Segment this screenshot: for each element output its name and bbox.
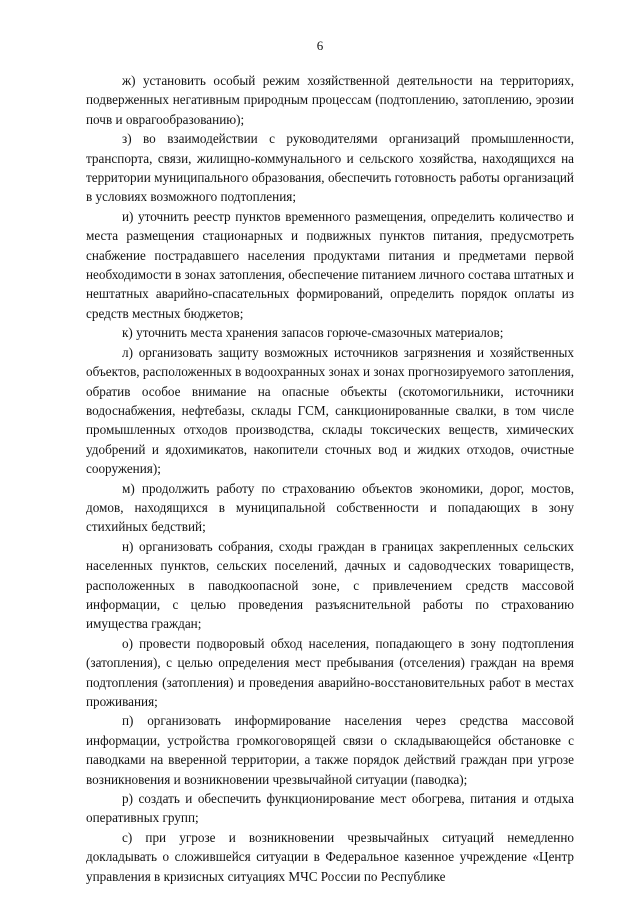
paragraph-s: с) при угрозе и возникновении чрезвычайных ситуаций немедленно докладывать о сложившейся ситуации в Федеральное казенное учреждение «Центр управления в кризисных ситуациях МЧС России по Республике [86, 829, 574, 884]
paragraph-k: к) уточнить места хранения запасов горюче-смазочных материалов; [122, 325, 504, 341]
document-body [86, 71, 574, 886]
paragraph-l: л) организовать защиту возможных источников загрязнения и хозяйственных объектов, расположенных в водоохранных зонах и зонах прогнозируемого затопления, обратив особое внимание на опасные объекты (скотомогильники, источники водоснабжения, нефтебазы, склады ГСМ, санкционированные свалки, в том числе промышленных отходов производства, склады токсических веществ, химических удобрений и ядохимикатов, накопители сточных вод и жидких отходов, очистные сооружения); [86, 344, 574, 477]
paragraph-m: м) продолжить работу по страхованию объектов экономики, дорог, мостов, домов, находящихся в муниципальной собственности и попадающих в зону стихийных бедствий; [86, 480, 574, 535]
page-number: 6 [316, 38, 324, 53]
paragraph-n: н) организовать собрания, сходы граждан в границах закрепленных сельских населенных пунктов, сельских поселений, дачных и садоводческих товариществ, расположенных в паводкоопасной зоне, с привлечением средств массовой информации, с целью проведения разъяснительной работы по страхованию имущества граждан; [86, 538, 574, 632]
paragraph-p: п) организовать информирование населения через средства массовой информации, устройства громкоговорящей связи о складывающейся обстановке с паводками на вверенной территории, а также порядок действий граждан при угрозе возникновения и возникновении чрезвычайной ситуации (паводка); [86, 713, 574, 787]
paragraph-r: р) создать и обеспечить функционирование мест обогрева, питания и отдыха оперативных групп; [86, 791, 574, 826]
paragraph-o: о) провести подворовый обход населения, попадающего в зону подтопления (затопления), с целью определения мест пребывания (отселения) граждан на время подтопления (затопления) и проведения аварийно-восстановительных работ в местах проживания; [86, 635, 574, 709]
paragraph-zh: ж) установить особый режим хозяйственной деятельности на территориях, подверженных негативным природным процессам (подтоплению, затоплению, эрозии почв и оврагообразованию); [86, 73, 574, 127]
paragraph-z: з) во взаимодействии с руководителями организаций промышленности, транспорта, связи, жилищно-коммунального и сельского хозяйства, находящихся на территории муниципального образования, обеспечить готовность работы организаций в условиях возможного подтопления; [86, 131, 574, 205]
paragraph-i: и) уточнить реестр пунктов временного размещения, определить количество и места размещения стационарных и подвижных пунктов питания, предусмотреть снабжение пострадавшего населения продуктами питания и предметами первой необходимости в зонах затопления, обеспечение питанием личного состава штатных и нештатных аварийно-спасательных формирований, определить порядок оплаты из средств местных бюджетов; [86, 208, 574, 321]
